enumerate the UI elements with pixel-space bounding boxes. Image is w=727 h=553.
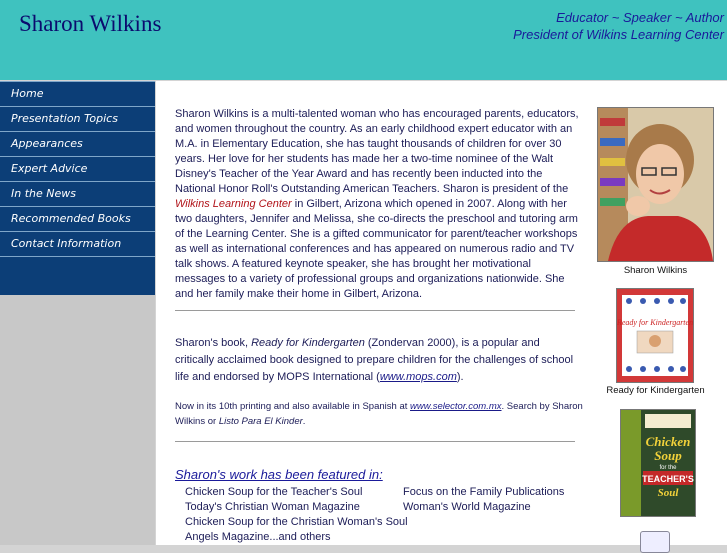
- chicken-soup-line: for the: [659, 465, 677, 471]
- chicken-soup-line: Soul: [657, 487, 679, 499]
- featured-item: Chicken Soup for the Christian Woman's Soul: [185, 516, 408, 528]
- cd-icon[interactable]: [640, 531, 670, 553]
- site-title[interactable]: Sharon Wilkins: [19, 11, 162, 36]
- nav-item-contact-information[interactable]: Contact Information: [0, 232, 155, 257]
- book-title: Ready for Kindergarten: [251, 337, 365, 349]
- wilkins-learning-center-link[interactable]: Wilkins Learning Center: [175, 198, 292, 210]
- bio-paragraph: [175, 107, 581, 302]
- chicken-soup-cover[interactable]: [620, 409, 696, 517]
- printing-text-2: . Search by Sharon Wilkins or: [175, 401, 583, 427]
- featured-item: Focus on the Family Publications: [403, 486, 565, 498]
- chicken-soup-image: [621, 410, 695, 516]
- tagline-president: President of Wilkins Learning Center: [513, 27, 724, 42]
- nav-menu: [0, 81, 155, 295]
- featured-item: Angels Magazine...and others: [185, 531, 331, 543]
- printing-text-1: Now in its 10th printing and also available in Spanish at: [175, 401, 411, 412]
- book-cover-title: Ready for Kindergarten: [617, 318, 693, 327]
- sharon-wilkins-photo: [597, 107, 714, 262]
- nav-item-appearances[interactable]: Appearances: [0, 132, 155, 157]
- printing-text-3: .: [302, 416, 306, 427]
- ready-for-kindergarten-cover[interactable]: [616, 288, 694, 383]
- main-content: [156, 81, 727, 545]
- divider: [175, 310, 575, 311]
- book-caption: Ready for Kindergarten: [606, 385, 705, 396]
- book-text-2: (Zondervan 2000), is a popular and critically acclaimed book designed to prepare children for the challenges of school life and endorsed by MOPS International (: [175, 337, 574, 383]
- chicken-soup-line: Soup: [654, 448, 682, 463]
- nav-item-expert-advice[interactable]: Expert Advice: [0, 157, 155, 182]
- printing-paragraph: [175, 399, 595, 429]
- portrait-image: [598, 108, 713, 261]
- featured-item: Today's Christian Woman Magazine: [185, 501, 360, 513]
- book-text-3: ).: [456, 371, 464, 383]
- featured-heading[interactable]: Sharon's work has been featured in:: [175, 467, 383, 482]
- nav-item-in-the-news[interactable]: In the News: [0, 182, 155, 207]
- nav-item-home[interactable]: Home: [0, 82, 155, 107]
- mops-link[interactable]: www.mops.com: [379, 371, 457, 383]
- tagline-roles: Educator ~ Speaker ~ Author: [556, 10, 724, 25]
- featured-item: Chicken Soup for the Teacher's Soul: [185, 486, 363, 498]
- site-header: [0, 0, 727, 80]
- book-text-1: Sharon's book,: [175, 337, 252, 349]
- nav-item-presentation-topics[interactable]: Presentation Topics: [0, 107, 155, 132]
- chicken-soup-line: Chicken: [645, 434, 691, 449]
- bio-text-2: in Gilbert, Arizona which opened in 2007. Along with her two daughters, Jennifer and Melissa, she co-directs the preschool and tutoring arm of the Learning Center. She is a gifted communicator for parent/teacher workshops as well as international conferences and has appeared on numerous radio and TV talk shows. A featured keynote speaker, she has brought her motivational messages to a variety of professional groups and organizations nationwide. She and her family make their home in Gilbert, Arizona.: [175, 198, 578, 300]
- photo-caption: Sharon Wilkins: [623, 265, 688, 276]
- selector-link[interactable]: www.selector.com.mx: [410, 401, 502, 412]
- book-paragraph: [175, 335, 575, 386]
- featured-item: Woman's World Magazine: [403, 501, 531, 513]
- left-filler: [0, 295, 155, 545]
- spanish-title: Listo Para El Kinder: [218, 416, 303, 427]
- nav-item-recommended-books[interactable]: Recommended Books: [0, 207, 155, 232]
- chicken-soup-line: TEACHER'S: [642, 474, 694, 484]
- divider: [175, 441, 575, 442]
- book-cover-image: [617, 289, 693, 382]
- bio-text-1: Sharon Wilkins is a multi-talented woman who has encouraged parents, educators, and women throughout the country. As an early childhood expert educator with an M.A. in Elementary Education, she has taught thousands of children for over 30 years. Her love for her students has made her a two-time nominee of the Walt Disney's Teacher of the Year Award and has recently been inducted into the National Honor Roll's Outstanding American Teachers. Sharon is president of the: [175, 108, 579, 195]
